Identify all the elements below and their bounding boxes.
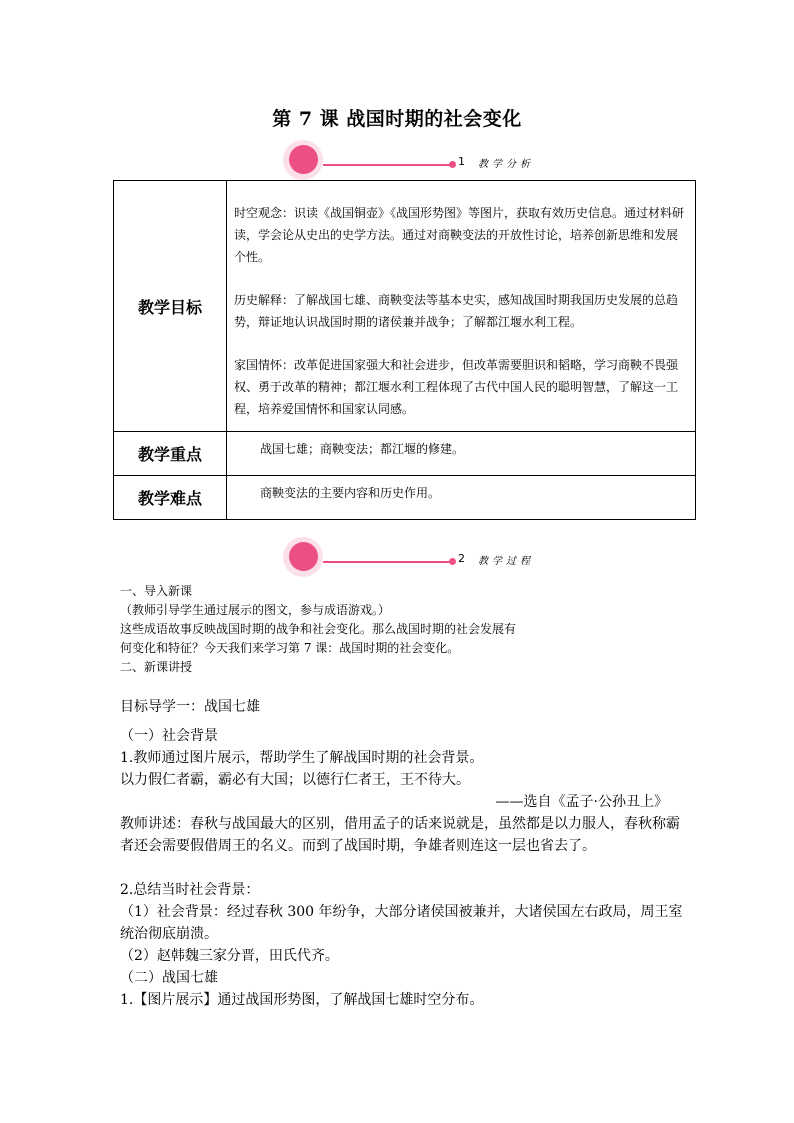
row-header-goals: 教学目标 [114, 181, 227, 432]
teaching-goals-table [113, 180, 696, 520]
intro-line: 何变化和特征？今天我们来学习第 7 课：战国时期的社会变化。 [120, 641, 460, 655]
row-header-key-points: 教学重点 [114, 432, 227, 476]
key-points-text: 战国七雄；商鞅变法；都江堰的修建。 [260, 442, 465, 456]
goal-paragraph-patriotism: 家国情怀：改革促进国家强大和社会进步，但改革需要胆识和韬略，学习商鞅不畏强权、勇于改革的精神；都江堰水利工程体现了古代中国人民的聪明智慧，了解这一工程，培养爱国情怀和国家认同感。 [234, 358, 679, 416]
key-points-cell [227, 432, 696, 476]
process-intro [120, 582, 690, 677]
lesson-title: 第 7 课 战国时期的社会变化 [272, 108, 522, 130]
table-row [114, 432, 696, 476]
process-body [120, 725, 690, 1011]
new-lesson-heading: 二、新课讲授 [120, 660, 193, 674]
section-label: 教学分析 [478, 159, 534, 170]
section-number: 2 [458, 552, 465, 565]
intro-line: 这些成语故事反映战国时期的战争和社会变化。那么战国时期的社会发展有 [120, 622, 517, 636]
marker-dot-icon [289, 542, 318, 571]
subheading-background: （一）社会背景 [120, 728, 218, 744]
teacher-lecture: 教师讲述：春秋与战国最大的区别，借用孟子的话来说就是，虽然都是以力服人，春秋称霸者还会需要假借周王的名义。而到了战国时期，争雄者则连这一层也省去了。 [120, 816, 680, 854]
marker-end-dot-icon [449, 558, 456, 565]
goal-paragraph-history: 历史解释：了解战国七雄、商鞅变法等基本史实，感知战国时期我国历史发展的总趋势，辩证地认识战国时期的诸侯兼并战争；了解都江堰水利工程。 [234, 293, 679, 329]
difficulties-cell [227, 476, 696, 520]
section-number: 1 [458, 155, 465, 168]
table-row [114, 476, 696, 520]
intro-heading: 一、导入新课 [120, 584, 193, 598]
intro-line: （教师引导学生通过展示的图文，参与成语游戏。） [120, 603, 391, 617]
paragraph: （1）社会背景：经过春秋 300 年纷争，大部分诸侯国被兼并，大诸侯国左右政局，周王室统治彻底崩溃。 [120, 904, 683, 942]
marker-line [323, 164, 451, 166]
paragraph: 1.【图片展示】通过战国形势图，了解战国七雄时空分布。 [120, 992, 484, 1008]
section-marker-process [283, 537, 543, 577]
goal-paragraph-time-space: 时空观念：识读《战国铜壶》《战国形势图》等图片，获取有效历史信息。通过材料研读，学会论从史出的史学方法。通过对商鞅变法的开放性讨论，培养创新思维和发展个性。 [234, 206, 685, 264]
paragraph: 1.教师通过图片展示，帮助学生了解战国时期的社会背景。 [120, 750, 484, 766]
row-header-difficulties: 教学难点 [114, 476, 227, 520]
marker-end-dot-icon [449, 161, 456, 168]
section-label: 教学过程 [478, 556, 534, 567]
goals-cell [227, 181, 696, 432]
paragraph: 2.总结当时社会背景： [120, 882, 260, 898]
section-marker-analysis [283, 140, 543, 180]
marker-line [323, 561, 451, 563]
marker-dot-icon [289, 145, 318, 174]
quote-source: ——选自《孟子·公孙丑上》 [495, 794, 668, 810]
paragraph: （2）赵韩魏三家分晋，田氏代齐。 [120, 948, 339, 964]
subheading-seven-states: （二）战国七雄 [120, 970, 218, 986]
mencius-quote: 以力假仁者霸，霸必有大国；以德行仁者王，王不待大。 [120, 772, 470, 788]
table-row [114, 181, 696, 432]
difficulties-text: 商鞅变法的主要内容和历史作用。 [260, 486, 441, 500]
goal-heading: 目标导学一：战国七雄 [120, 699, 260, 715]
